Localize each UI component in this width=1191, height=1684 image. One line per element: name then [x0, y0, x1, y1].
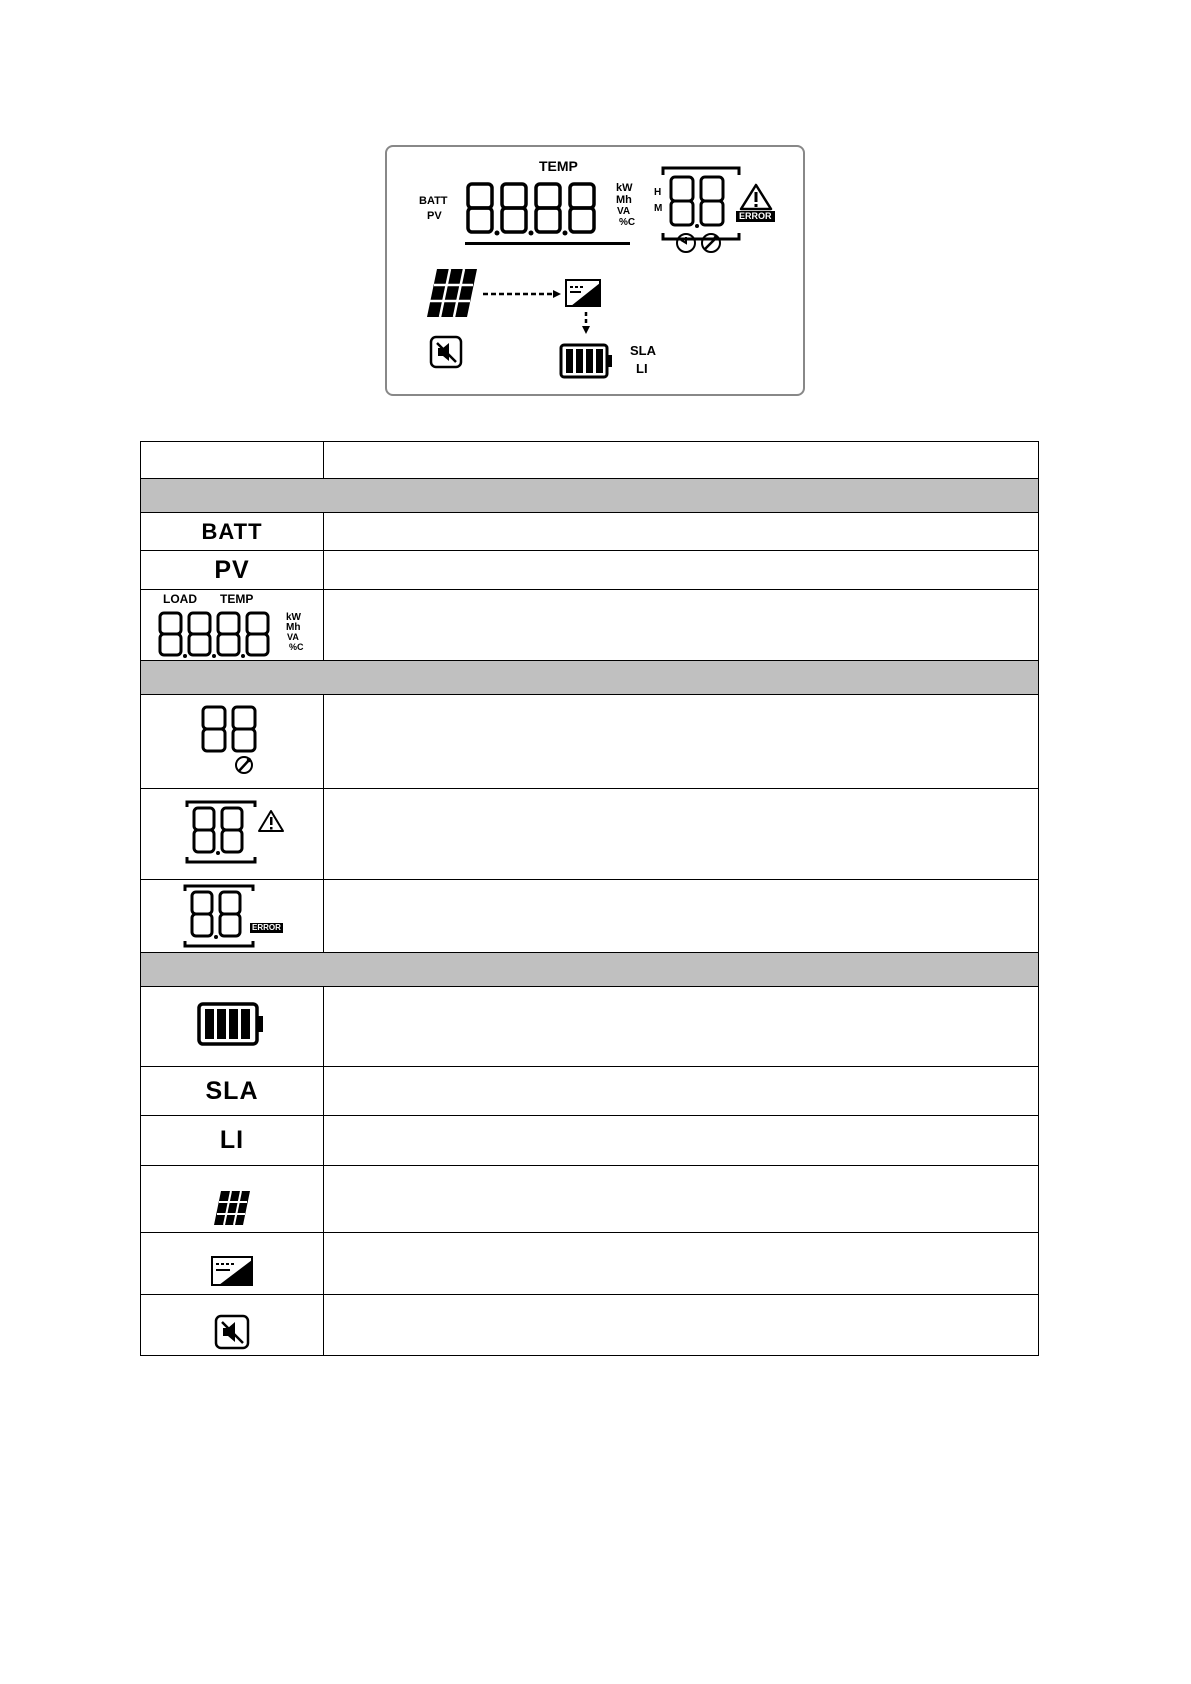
solar-panel-icon	[425, 267, 480, 319]
table-row	[141, 789, 1039, 880]
unit-percent-c: %C	[619, 217, 636, 228]
lcd-display-panel	[385, 145, 805, 396]
header-icon-cell	[141, 442, 324, 479]
wrench-icon	[702, 234, 720, 252]
unit-percent-c: %C	[289, 642, 304, 652]
section-row	[141, 661, 1039, 695]
battery-icon	[559, 343, 615, 379]
table-row	[141, 880, 1039, 953]
icon-description-table	[140, 441, 1039, 1356]
digit-8	[468, 184, 492, 232]
mute-icon	[214, 1314, 250, 1350]
main-digit-display	[465, 181, 605, 237]
temp-label: TEMP	[220, 592, 254, 606]
mute-icon	[429, 335, 463, 369]
underline-bar	[465, 242, 630, 246]
header-description-cell	[324, 442, 1039, 479]
error-badge: ERROR	[252, 923, 281, 932]
warning-digit-icon	[177, 799, 287, 865]
unit-mh: Mh	[616, 194, 632, 206]
clock-wrench-icons	[675, 231, 725, 255]
unit-kw: kW	[286, 612, 301, 623]
unit-mh: Mh	[286, 622, 301, 633]
clock-icon	[677, 234, 695, 252]
unit-va: VA	[617, 206, 631, 217]
table-header-row	[141, 442, 1039, 479]
solar-panel-icon	[212, 1189, 252, 1227]
table-row	[141, 1166, 1039, 1233]
pv-label: PV	[427, 210, 442, 222]
batt-label: BATT	[419, 195, 448, 207]
m-label: M	[654, 203, 663, 214]
warning-icon	[259, 811, 283, 831]
table-row	[141, 1067, 1039, 1116]
unit-kw: kW	[616, 182, 633, 194]
unit-va: VA	[287, 632, 299, 642]
digit-8	[502, 184, 526, 232]
controller-icon	[211, 1256, 253, 1286]
error-digit-icon	[175, 883, 255, 949]
wrench-digit-icon	[197, 699, 267, 779]
table-row	[141, 551, 1039, 590]
table-row	[141, 987, 1039, 1067]
li-label: LI	[636, 361, 648, 376]
table-row	[141, 1295, 1039, 1356]
sla-label: SLA	[630, 343, 656, 358]
digit-display-icon	[158, 611, 278, 659]
battery-icon	[196, 1001, 268, 1047]
table-row	[141, 1116, 1039, 1166]
sla-label: SLA	[205, 1076, 259, 1105]
digit-8	[570, 184, 594, 232]
batt-label: BATT	[201, 518, 263, 544]
load-label: LOAD	[163, 592, 197, 606]
warning-icon	[739, 183, 773, 211]
section-row	[141, 479, 1039, 513]
table-row	[141, 1233, 1039, 1295]
controller-icon	[565, 279, 601, 307]
section-row	[141, 953, 1039, 987]
temp-label: TEMP	[539, 158, 578, 174]
pv-label: PV	[214, 555, 250, 584]
h-label: H	[654, 187, 662, 198]
table-row	[141, 513, 1039, 551]
pv-to-controller-arrow	[483, 289, 563, 299]
table-row	[141, 695, 1039, 789]
controller-to-battery-arrow	[581, 312, 591, 336]
error-badge: ERROR	[736, 211, 775, 222]
table-row	[141, 590, 1039, 661]
digit-8	[536, 184, 560, 232]
li-label: LI	[219, 1126, 245, 1154]
